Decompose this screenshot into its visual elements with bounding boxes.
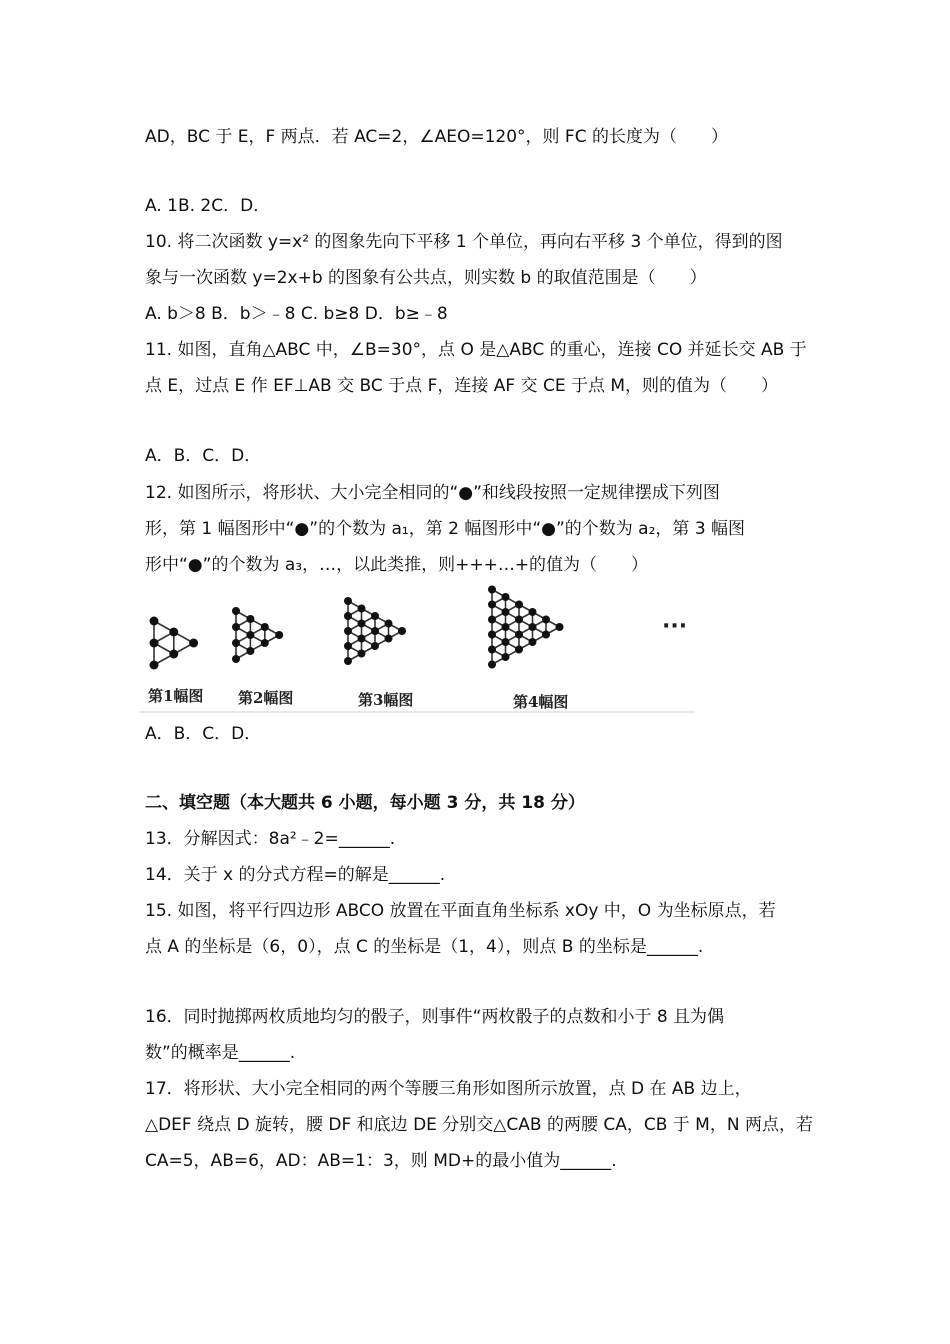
question-17-line-1: 17．将形状、大小完全相同的两个等腰三角形如图所示放置，点 D 在 AB 边上， xyxy=(145,1079,752,1099)
pattern-dot xyxy=(515,631,523,639)
pattern-dot xyxy=(488,601,496,609)
figure-4 xyxy=(488,586,564,669)
pattern-dot xyxy=(515,601,523,609)
pattern-dot xyxy=(515,616,523,624)
pattern-dot xyxy=(502,638,510,646)
figure-4-label: 第4幅图 xyxy=(513,693,569,711)
figure-ellipsis: ··· xyxy=(662,614,688,639)
pattern-dot xyxy=(246,647,254,655)
pattern-dot xyxy=(488,661,496,669)
pattern-dot xyxy=(488,586,496,594)
question-13: 13．分解因式：8a²﹣2=______. xyxy=(145,829,396,849)
figure-1-label: 第1幅图 xyxy=(148,687,204,705)
pattern-dot xyxy=(358,650,366,658)
pattern-dot xyxy=(261,639,269,647)
section-2-heading: 二、填空题（本大题共 6 小题，每小题 3 分，共 18 分） xyxy=(145,793,585,813)
question-14: 14．关于 x 的分式方程=的解是______. xyxy=(145,865,446,885)
pattern-dot xyxy=(502,623,510,631)
question-10-line-2: 象与一次函数 y=2x+b 的图象有公共点，则实数 b 的取值范围是（ ） xyxy=(145,268,707,288)
pattern-dot xyxy=(556,623,564,631)
pattern-dot xyxy=(150,661,159,670)
question-17-line-3: CA=5，AB=6，AD：AB=1：3，则 MD+的最小值为______. xyxy=(145,1151,617,1171)
question-15-line-2: 点 A 的坐标是（6，0），点 C 的坐标是（1，4），则点 B 的坐标是______. xyxy=(145,937,704,957)
pattern-dot xyxy=(529,638,537,646)
pattern-dot xyxy=(529,608,537,616)
pattern-dot xyxy=(344,657,352,665)
pattern-dot xyxy=(371,612,379,620)
pattern-dot xyxy=(344,627,352,635)
pattern-dot xyxy=(502,653,510,661)
question-15-line-1: 15. 如图，将平行四边形 ABCO 放置在平面直角坐标系 xOy 中，O 为坐标原点，若 xyxy=(145,901,776,921)
pattern-dot xyxy=(189,639,198,648)
pattern-dot xyxy=(515,646,523,654)
pattern-dot xyxy=(232,607,240,615)
pattern-dot xyxy=(275,631,283,639)
pattern-dot xyxy=(169,628,178,637)
question-10-options: A. b＞8 B．b＞﹣8 C. b≥8 D．b≥﹣8 xyxy=(145,304,448,324)
pattern-dot xyxy=(344,597,352,605)
pattern-dot xyxy=(371,627,379,635)
pattern-dot xyxy=(344,642,352,650)
pattern-dot xyxy=(398,627,406,635)
pattern-dot xyxy=(261,623,269,631)
figure-3 xyxy=(344,597,406,665)
pattern-dot xyxy=(488,631,496,639)
pattern-dot xyxy=(246,615,254,623)
pattern-dot xyxy=(150,639,159,648)
question-12-line-1: 12. 如图所示，将形状、大小完全相同的“●”和线段按照一定规律摆成下列图 xyxy=(145,483,720,503)
question-11-line-2: 点 E，过点 E 作 EF⊥AB 交 BC 于点 F，连接 AF 交 CE 于点 M，则的值为（ ） xyxy=(145,376,779,396)
pattern-dot xyxy=(371,642,379,650)
pattern-dot xyxy=(232,639,240,647)
pattern-dot xyxy=(502,608,510,616)
question-11-options: A．B．C．D． xyxy=(145,446,262,466)
pattern-dot xyxy=(502,593,510,601)
question-9-tail: AD，BC 于 E，F 两点．若 AC=2，∠AEO=120°，则 FC 的长度为（ ） xyxy=(145,127,728,147)
pattern-dot xyxy=(488,616,496,624)
pattern-dot xyxy=(488,646,496,654)
dot-pattern-figure xyxy=(140,585,695,715)
question-16-line-2: 数”的概率是______. xyxy=(145,1043,296,1063)
pattern-dot xyxy=(150,617,159,626)
pattern-dot xyxy=(542,631,550,639)
pattern-dot xyxy=(358,605,366,613)
question-10-line-1: 10. 将二次函数 y=x² 的图象先向下平移 1 个单位，再向右平移 3 个单位，得到的图 xyxy=(145,232,783,252)
figure-3-label: 第3幅图 xyxy=(358,691,414,709)
question-17-line-2: △DEF 绕点 D 旋转，腰 DF 和底边 DE 分别交△CAB 的两腰 CA，CB 于 M，N 两点，若 xyxy=(145,1115,813,1135)
pattern-dot xyxy=(542,616,550,624)
question-12-line-2: 形，第 1 幅图形中“●”的个数为 a₁，第 2 幅图形中“●”的个数为 a₂，第 3 幅图 xyxy=(145,519,746,539)
pattern-dot xyxy=(385,635,393,643)
figure-2 xyxy=(232,607,283,663)
question-16-line-1: 16．同时抛掷两枚质地均匀的骰子，则事件“两枚骰子的点数和小于 8 且为偶 xyxy=(145,1007,725,1027)
question-12-line-3: 形中“●”的个数为 a₃，…，以此类推，则+++…+的值为（ ） xyxy=(145,555,649,575)
pattern-dot xyxy=(169,650,178,659)
pattern-dot xyxy=(232,655,240,663)
pattern-dot xyxy=(529,623,537,631)
figure-2-label: 第2幅图 xyxy=(238,689,294,707)
pattern-dot xyxy=(246,631,254,639)
question-12-options: A．B．C．D． xyxy=(145,724,262,744)
pattern-dot xyxy=(344,612,352,620)
pattern-dot xyxy=(358,620,366,628)
figure-1 xyxy=(150,617,199,670)
question-11-line-1: 11. 如图，直角△ABC 中，∠B=30°，点 O 是△ABC 的重心，连接 CO 并延长交 AB 于 xyxy=(145,340,807,360)
pattern-dot xyxy=(232,623,240,631)
pattern-dot xyxy=(385,620,393,628)
pattern-dot xyxy=(358,635,366,643)
question-9-options: A. 1B. 2C．D． xyxy=(145,196,271,216)
